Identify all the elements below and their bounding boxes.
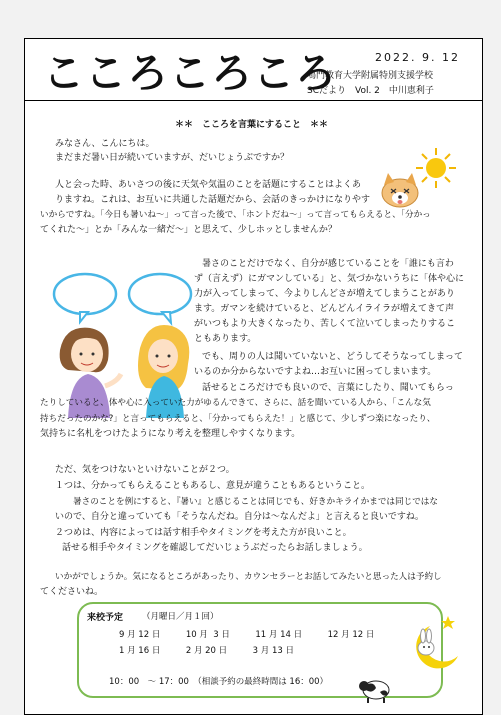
text-line: りますね。これは、お互いに共通した話題だから、会話のきっかけになりやす xyxy=(55,195,371,205)
newsletter-page xyxy=(24,38,483,715)
schedule-title: 来校予定 xyxy=(87,613,124,623)
header-divider xyxy=(25,100,482,101)
text-line: てくださいね。 xyxy=(40,587,104,597)
text-line: 人と会った時、あいさつの後に天気や気温のことを話題にすることはよくあ xyxy=(55,180,362,190)
issue-date: 2022. 9. 12 xyxy=(375,51,460,64)
text-line: てくれた〜」とか「みんな一緒だ〜」と思えて、少しホッとしませんか？ xyxy=(40,225,337,235)
text-line: ます。ガマンを続けていると、どんどんイライラが増えてきて声 xyxy=(194,304,455,314)
text-line: まだまだ暑い日が続いていますが、だいじょうぶですか？ xyxy=(55,153,290,163)
text-line: いからですね。「今日も暑いね〜」って言った後で、「ホントだね〜」って言ってもらえると、「分かっ xyxy=(40,210,431,220)
section-heading: ＊＊ こころを言葉にすること ＊＊ xyxy=(175,120,329,130)
cow-icon xyxy=(358,676,392,704)
text-line: ともあります。 xyxy=(194,334,257,344)
dog-icon xyxy=(377,171,423,211)
text-line: 持ちだったのかな?」と言ってもらえると、「分かってもらえた！」と感じて、少しずつ楽になったり、 xyxy=(40,414,436,424)
text-line: いかがでしょうか。気になるところがあったり、カウンセラーとお話してみたいと思った人は予約し xyxy=(55,572,442,582)
text-line: たりしていると、体や心に入っていた力がゆるんできて、さらに、話を聞いている人から、「こんな気 xyxy=(40,398,431,408)
issue-info: SCだより Vol. 2 中川恵利子 xyxy=(307,86,434,96)
newsletter-title: こころころころ xyxy=(43,49,337,97)
schedule-note: （月曜日／月１回） xyxy=(142,612,219,622)
schedule-dates-row1: 9 月 12 日 10 月 3 日 11 月 14 日 12 月 12 日 xyxy=(119,630,375,640)
text-line: いるのか分からないですよね…お互いに困ってしまいます。 xyxy=(194,367,437,377)
text-line: でも、周りの人は聞いていないと、どうしてそうなってしまって xyxy=(202,352,464,362)
schedule-hours: 10：00 ～ 17：00 （相談予約の最終時間は 16：00） xyxy=(109,677,329,687)
text-line: 暑さのことを例にすると、『暑い』と感じることは同じでも、好きかキライかまでは同じではな xyxy=(73,497,438,507)
text-line: 力が入ってしまって、今よりしんどさが増えてしまうことがあり xyxy=(194,289,455,299)
schedule-dates-row2: 1 月 16 日 2 月 20 日 3 月 13 日 xyxy=(119,646,294,656)
school-name: 鳴門教育大学附属特別支援学校 xyxy=(307,71,434,81)
text-line: 話せるところだけでも良いので、言葉にしたり、聞いてもらっ xyxy=(202,383,454,393)
text-line: がいつもより大きくなったり、苦しくて泣いてしまったりするこ xyxy=(194,319,456,329)
text-line: ただ、気をつけないといけないことが２つ。 xyxy=(55,465,235,475)
text-line: ず（言えず）にガマンしている」と、気づかないうちに「体や心に xyxy=(194,274,465,284)
text-line: 気持ちに名札をつけたようになり考えを整理しやすくなります。 xyxy=(40,429,301,439)
text-line: いので、自分と違っていても「そうなんだね。自分は〜なんだよ」と言えると良いですね。 xyxy=(55,512,424,522)
text-line: 暑さのことだけでなく、自分が感じていることを「誰にも言わ xyxy=(202,259,454,269)
text-line: ２つめは、内容によっては話す相手やタイミングを考えた方が良いこと。 xyxy=(55,528,352,538)
moon-rabbit-icon xyxy=(412,614,460,672)
text-line: １つは、分かってもらえることもあるし、意見が違うこともあるということ。 xyxy=(55,481,371,491)
text-line: 話せる相手やタイミングを確認してだいじょうぶだったらお話しましょう。 xyxy=(62,543,368,553)
greeting: みなさん、こんにちは。 xyxy=(55,139,155,149)
